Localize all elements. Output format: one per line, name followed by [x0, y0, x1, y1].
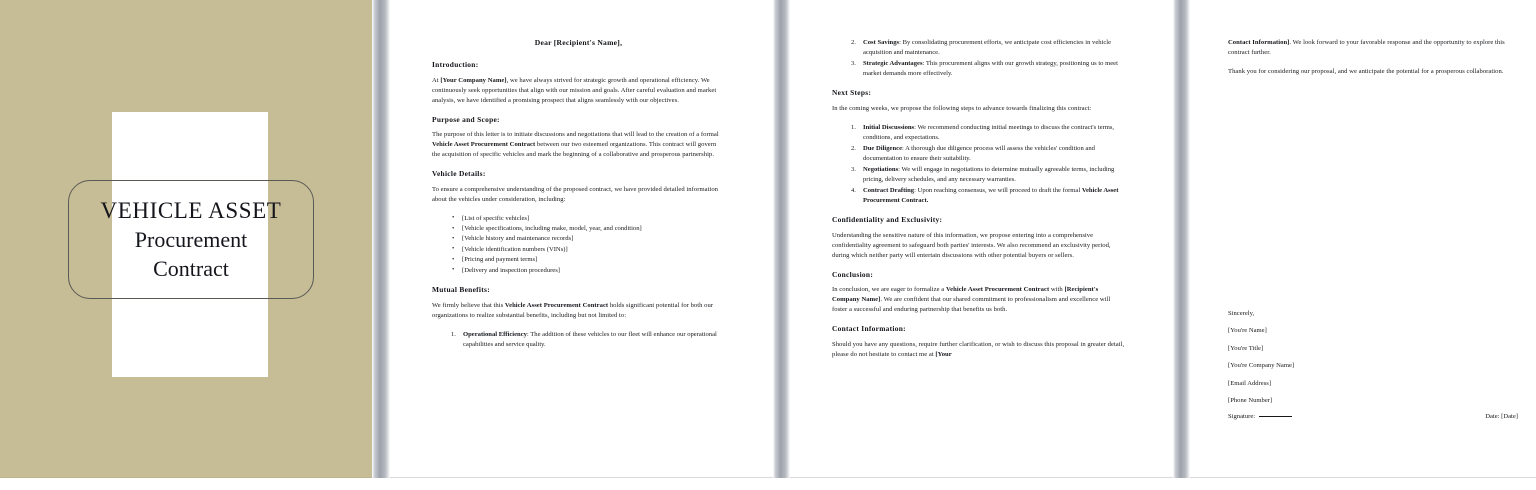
benefit-1-label: Operational Efficiency: [463, 330, 527, 338]
cover-title-line-2: Procurement: [134, 226, 248, 252]
heading-contact-information: Contact Information:: [832, 324, 906, 334]
purpose-text-lead: The purpose of this letter is to initiate discussions and negotiations that will lead to the creation of a formal: [432, 131, 719, 139]
benefit-2-label: Cost Savings: [863, 39, 900, 46]
salutation: Dear [Recipient's Name],: [534, 38, 623, 47]
benefit-1-text: : The addition of these vehicles to our fleet will enhance our operational capabilities and service quality.: [463, 330, 717, 348]
benefit-3-text: : This procurement aligns with our growth strategy, positioning us to meet market demands more effectively.: [863, 59, 1118, 78]
vehicle-details-bullet-list: [432, 214, 725, 276]
cover-title-line-1: VEHICLE ASSET: [100, 197, 282, 223]
step-2-text: : A thorough due diligence process will assess the vehicles' condition and documentation to ensure their suitability.: [863, 144, 1095, 163]
mutual-benefits-numbered-list-continued: [832, 38, 1125, 79]
heading-next-steps: Next Steps:: [832, 88, 872, 98]
thank-you-paragraph: Thank you for considering our proposal, and we anticipate the potential for a prosperous collaboration.: [1228, 68, 1504, 76]
step-4-label: Contract Drafting: [863, 186, 915, 194]
signature-line[interactable]: [1259, 416, 1292, 417]
heading-mutual-benefits: Mutual Benefits:: [432, 285, 490, 295]
list-item: • [Pricing and payment terms]: [462, 255, 725, 265]
heading-conclusion: Conclusion:: [832, 269, 874, 279]
confidentiality-paragraph: Understanding the sensitive nature of this information, we propose entering into a comprehensive confidentiality agreement to safeguard both parties' interests. We also recommend an exclusivity period, during which neither party will entertain discussions with other potential buyers or sellers.: [832, 231, 1111, 259]
mutual-text-rest: holds significant potential for both our organizations to realize substantial benefits, including but not limited to:: [432, 301, 714, 319]
page-gutter-1: [372, 0, 390, 478]
page-2-content: [432, 38, 725, 463]
heading-purpose-and-scope: Purpose and Scope:: [432, 114, 500, 124]
signature-field[interactable]: [1228, 413, 1292, 420]
closing-block: [1228, 309, 1518, 420]
heading-vehicle-details: Vehicle Details:: [432, 169, 486, 179]
conclusion-text-mid: with: [1049, 286, 1065, 294]
contract-name-bold-2: Vehicle Asset Procurement Contract: [504, 301, 609, 309]
step-3-text: : We will engage in negotiations to determine mutually agreeable terms, including pricing, delivery schedules, and any necessary warranties.: [863, 165, 1115, 183]
date-field[interactable]: Date: [Date]: [1485, 413, 1518, 421]
closing-your-title: [You're Title]: [1228, 344, 1264, 352]
purpose-paragraph: [432, 130, 725, 160]
page-1-cover[interactable]: [0, 0, 372, 478]
heading-introduction: Introduction:: [432, 60, 479, 69]
recipient-company-name-placeholder: [Recipient's Company Name]: [832, 286, 1099, 304]
page-3-content: [832, 38, 1125, 463]
intro-text-lead: At: [432, 76, 441, 84]
vehicle-details-paragraph: To ensure a comprehensive understanding of the proposed contract, we have provided detailed information about the vehicles under consideration, including:: [432, 185, 718, 203]
cover-title-box: [68, 180, 314, 299]
list-item: • [Vehicle identification numbers (VINs)]: [462, 245, 725, 255]
your-contact-placeholder-end: Contact Information]: [1228, 39, 1290, 46]
contract-name-bold-3: Vehicle Asset Procurement Contract.: [863, 186, 1119, 204]
closing-sincerely: Sincerely,: [1228, 310, 1255, 318]
step-2-label: Due Diligence: [863, 144, 903, 152]
closing-your-company-name: [You're Company Name]: [1228, 362, 1295, 370]
step-1-label: Initial Discussions: [863, 123, 915, 131]
list-item: [463, 330, 725, 350]
conclusion-text-rest: . We are confident that our shared commitment to professionalism and excellence will foster a successful and enduring partnership that benefits us both.: [832, 296, 1111, 314]
closing-phone-number: [Phone Number]: [1228, 397, 1273, 404]
benefit-3-label: Strategic Advantages: [863, 59, 923, 67]
contact-continued-text: . We look forward to your favorable response and the opportunity to explore this contract further.: [1228, 39, 1505, 57]
conclusion-text-lead: In conclusion, we are eager to formalize a: [832, 286, 946, 294]
list-item: [863, 186, 1125, 206]
list-item: [863, 59, 1125, 79]
mutual-benefits-paragraph: [432, 301, 725, 321]
page-4-content: [1228, 38, 1518, 463]
purpose-text-rest: between our two esteemed organizations. This contract will govern the acquisition of specific vehicles and mark the beginning of a collaborative and prosperous partnership.: [432, 141, 717, 159]
list-item: • [Delivery and inspection procedures]: [462, 266, 725, 276]
your-contact-placeholder-start: [Your: [935, 350, 952, 358]
next-steps-paragraph: In the coming weeks, we propose the following steps to advance towards finalizing this contract:: [832, 104, 1092, 112]
list-item: • [List of specific vehicles]: [462, 214, 725, 224]
contract-name-bold-4: Vehicle Asset Procurement Contract: [945, 286, 1050, 294]
intro-paragraph: [432, 76, 725, 106]
step-3-label: Negotiations: [863, 165, 899, 173]
list-item: [863, 38, 1125, 58]
list-item: [863, 165, 1125, 185]
page-2[interactable]: [390, 0, 773, 478]
conclusion-paragraph: [832, 285, 1125, 315]
closing-email-address: [Email Address]: [1228, 379, 1272, 387]
page-gutter-3: [1173, 0, 1190, 478]
mutual-benefits-numbered-list: [432, 330, 725, 350]
heading-confidentiality-exclusivity: Confidentiality and Exclusivity:: [832, 215, 943, 225]
contact-paragraph-continued: [1228, 38, 1518, 58]
list-item: [863, 144, 1125, 164]
mutual-text-lead: We firmly believe that this: [432, 301, 505, 309]
your-company-name-placeholder: [Your Company Name]: [440, 76, 507, 84]
intro-text-rest: , we have always strived for strategic growth and operational efficiency. We continuously seek opportunities that align with our mission and goals. After careful evaluation and market analysis, we have identified a promising prospect that aligns seamlessly with our objectives.: [432, 76, 717, 104]
closing-your-name: [You're Name]: [1228, 327, 1267, 335]
next-steps-numbered-list: [832, 123, 1125, 206]
page-4[interactable]: [1190, 0, 1536, 478]
step-4-text: : Upon reaching consensus, we will proceed to draft the formal: [914, 186, 1082, 194]
list-item: • [Vehicle history and maintenance records]: [462, 234, 725, 244]
page-gutter-2: [773, 0, 790, 478]
benefit-2-text: : By consolidating procurement efforts, we anticipate cost efficiencies in vehicle acquisition and maintenance.: [863, 39, 1112, 57]
cover-title-line-3: Contract: [153, 255, 229, 281]
page-3[interactable]: [790, 0, 1173, 478]
step-1-text: : We recommend conducting initial meetings to discuss the contract's terms, conditions, and expectations.: [863, 123, 1115, 142]
contact-text-lead: Should you have any questions, require further clarification, or wish to discuss this proposal in greater detail, please do not hesitate to contact me at: [832, 340, 1125, 358]
signature-label: Signature:: [1228, 413, 1256, 421]
signature-row: [1228, 413, 1518, 420]
list-item: • [Vehicle specifications, including make, model, year, and condition]: [462, 224, 725, 234]
list-item: [863, 123, 1125, 143]
contract-name-bold-1: Vehicle Asset Procurement Contract: [432, 141, 536, 149]
contact-paragraph: [832, 340, 1125, 360]
